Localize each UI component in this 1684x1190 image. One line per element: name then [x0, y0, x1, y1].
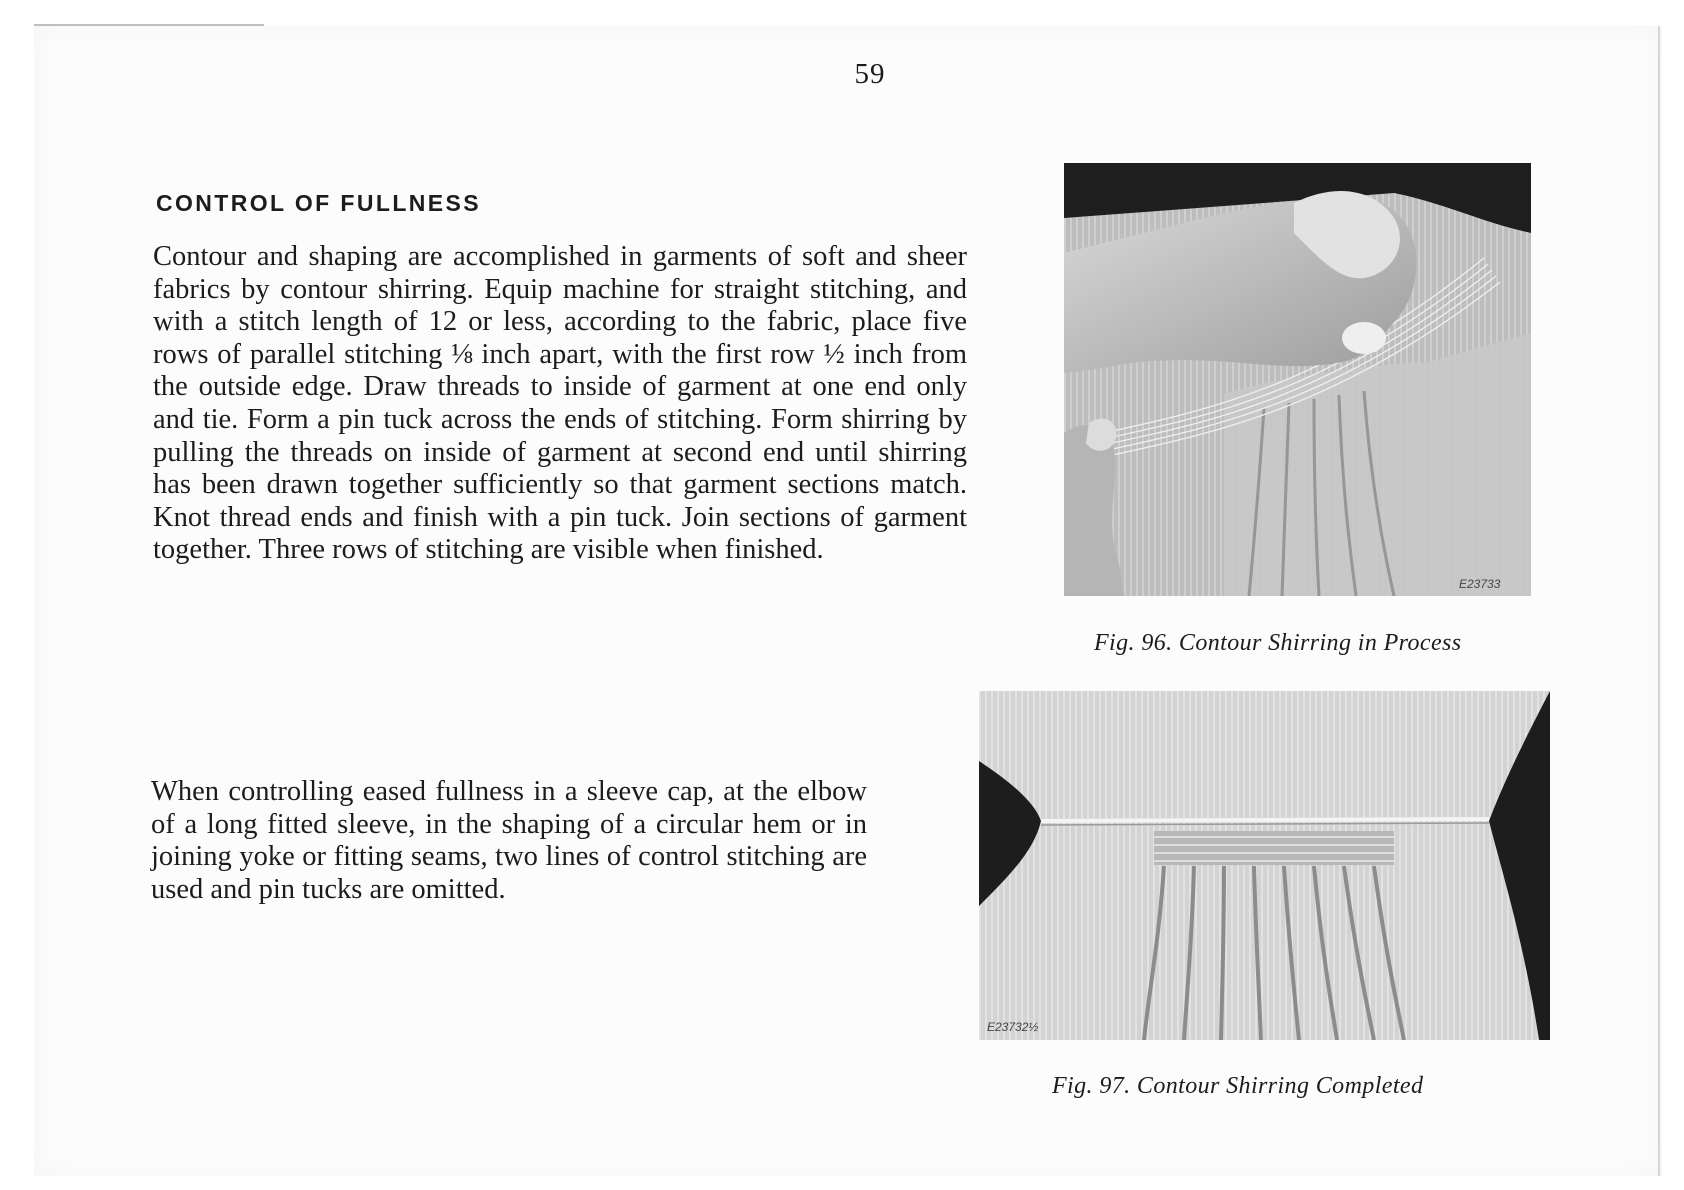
- section-heading: CONTROL OF FULLNESS: [156, 190, 482, 216]
- figure-96-caption: Fig. 96. Contour Shirring in Process: [1094, 630, 1462, 656]
- figure-96-photo: [1064, 163, 1531, 596]
- page-number: 59: [854, 58, 886, 90]
- paragraph-contour-shirring: Contour and shaping are accomplished in garments of soft and sheer fabrics by contour shirring. Equip machine for straight stitching, and with a stitch length of 12 or less, according to the fabric, place five rows of parallel stitching ⅛ inch apart, with the first row ½ inch from the outside edge. Draw threads to inside of garment at one end only and tie. Form a pin tuck across the ends of stitching. Form shirring by pulling the threads on inside of garment at second end until shirring has been drawn together sufficiently so that garment sections match. Knot thread ends and finish with a pin tuck. Join sections of garment together. Three rows of stitching are visible when finished.: [153, 241, 967, 566]
- figure-97-photo: [979, 691, 1550, 1040]
- paragraph-control-stitching: When controlling eased fullness in a sleeve cap, at the elbow of a long fitted sleeve, in the shaping of a circular hem or in joining yoke or fitting seams, two lines of control stitching are used and pin tucks are omitted.: [151, 776, 867, 905]
- scan-edge-right: [1658, 26, 1660, 1176]
- shirred-garment-photo-icon: [979, 691, 1550, 1040]
- plate-number-96: E23733: [1459, 577, 1501, 591]
- hands-shirring-photo-icon: [1064, 163, 1531, 596]
- plate-number-97: E23732½: [987, 1020, 1039, 1034]
- figure-97-caption: Fig. 97. Contour Shirring Completed: [1052, 1073, 1424, 1099]
